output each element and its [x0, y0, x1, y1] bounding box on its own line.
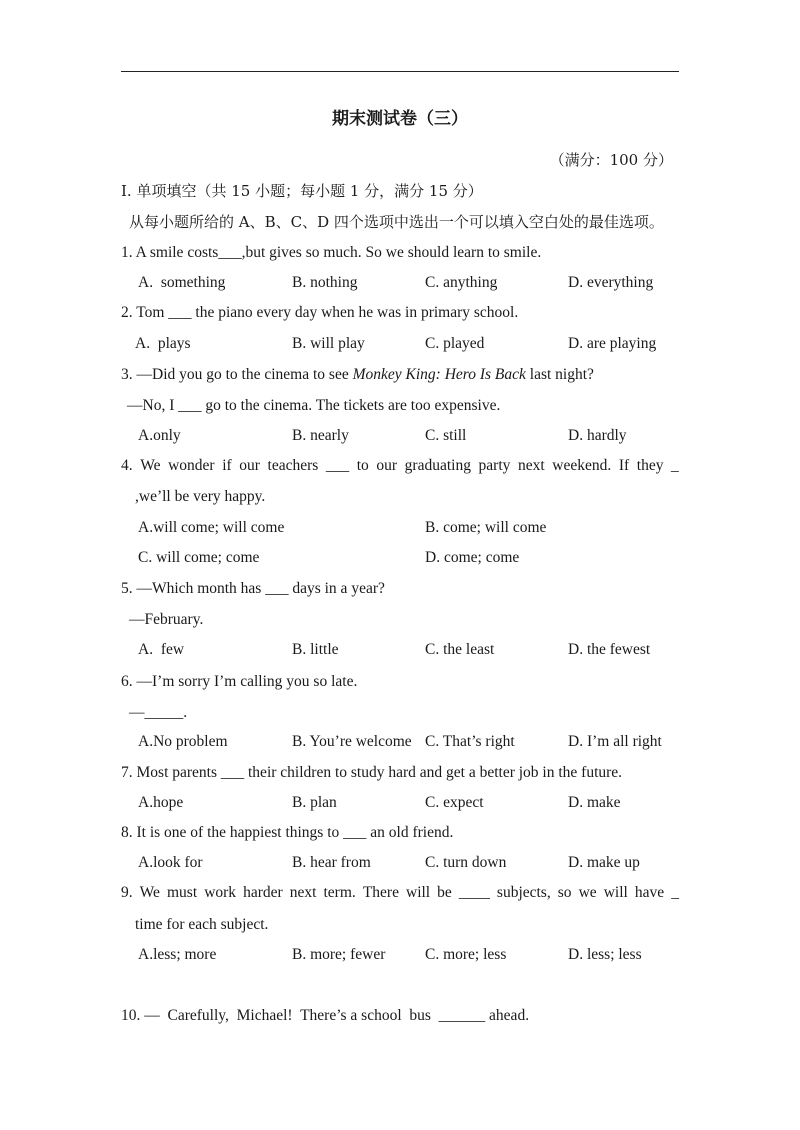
q3-option-d: D. hardly — [568, 427, 627, 444]
q9-word: we — [578, 884, 597, 901]
full-score: （满分：100 分） — [549, 151, 673, 169]
q5-reply: —February. — [129, 611, 204, 628]
q1-option-a: A. something — [138, 274, 226, 291]
q9-word: be — [437, 884, 452, 901]
q9-word: subjects, — [496, 884, 551, 901]
q5-option-b: B. little — [292, 641, 339, 658]
q4-word: our — [376, 457, 398, 474]
q3-movie-title: Monkey King: Hero Is Back — [352, 366, 526, 383]
q3-stem-pre: 3. —Did you go to the cinema to see — [121, 366, 353, 383]
section-heading: Ⅰ. 单项填空（共 15 小题；每小题 1 分，满分 15 分） — [121, 182, 483, 200]
q9-option-b: B. more; fewer — [292, 946, 386, 963]
q6-option-a: A.No problem — [138, 733, 228, 750]
q9-word: _ — [671, 884, 679, 901]
q4-word: graduating — [404, 457, 471, 474]
q1-option-b: B. nothing — [292, 274, 358, 291]
question-5-stem: 5. —Which month has ___ days in a year? — [121, 580, 385, 597]
q6-option-d: D. I’m all right — [568, 733, 662, 750]
q9-word: We — [139, 884, 160, 901]
q4-word: _ — [671, 457, 679, 474]
q3-stem-post: last night? — [525, 366, 594, 383]
question-1-stem: 1. A smile costs___,but gives so much. So we should learn to smile. — [121, 244, 542, 261]
q5-option-c: C. the least — [425, 641, 495, 658]
q9-stem-continued: time for each subject. — [135, 916, 269, 933]
q8-option-a: A.look for — [138, 854, 203, 871]
q4-option-a: A.will come; will come — [138, 519, 285, 536]
q2-option-a: A. plays — [135, 335, 191, 352]
q3-reply: —No, I ___ go to the cinema. The tickets are too expensive. — [127, 397, 501, 414]
q9-word: 9. — [121, 884, 133, 901]
q1-option-d: D. everything — [568, 274, 654, 291]
q9-option-c: C. more; less — [425, 946, 507, 963]
q3-option-a: A.only — [138, 427, 181, 444]
header-rule — [121, 71, 679, 72]
q4-word: our — [239, 457, 260, 474]
question-6-stem: 6. —I’m sorry I’m calling you so late. — [121, 673, 358, 690]
q9-option-a: A.less; more — [138, 946, 217, 963]
q3-option-c: C. still — [425, 427, 467, 444]
question-10-stem: 10. — Carefully, Michael! There’s a school bus ______ ahead. — [121, 1007, 530, 1024]
q2-option-d: D. are playing — [568, 335, 657, 352]
question-3-stem — [121, 365, 594, 385]
q9-word: harder — [243, 884, 283, 901]
question-8-stem: 8. It is one of the happiest things to ___ an old friend. — [121, 824, 454, 841]
q4-word: if — [222, 457, 232, 474]
q4-word: to — [356, 457, 369, 474]
q2-option-b: B. will play — [292, 335, 365, 352]
q8-option-c: C. turn down — [425, 854, 507, 871]
q8-option-d: D. make up — [568, 854, 640, 871]
q4-word: next — [518, 457, 545, 474]
q4-word: 4. — [121, 457, 133, 474]
q7-option-d: D. make — [568, 794, 621, 811]
q9-option-d: D. less; less — [568, 946, 642, 963]
q4-word: wonder — [168, 457, 215, 474]
q9-word: ____ — [458, 884, 490, 901]
q4-word: they — [636, 457, 664, 474]
q8-option-b: B. hear from — [292, 854, 371, 871]
q2-option-c: C. played — [425, 335, 485, 352]
q4-word: weekend. — [552, 457, 612, 474]
page-title: 期末测试卷（三） — [332, 109, 468, 129]
q5-option-a: A. few — [138, 641, 185, 658]
q7-option-b: B. plan — [292, 794, 337, 811]
q4-option-c: C. will come; come — [138, 549, 260, 566]
q9-word: next — [289, 884, 317, 901]
question-2-stem: 2. Tom ___ the piano every day when he was in primary school. — [121, 304, 519, 321]
question-7-stem: 7. Most parents ___ their children to study hard and get a better job in the future. — [121, 764, 623, 781]
q6-option-c: C. That’s right — [425, 733, 515, 750]
q4-word: If — [618, 457, 630, 474]
q9-word: will — [603, 884, 628, 901]
q4-word: We — [140, 457, 161, 474]
q9-word: have — [634, 884, 665, 901]
q7-option-a: A.hope — [138, 794, 184, 811]
q4-word: party — [478, 457, 511, 474]
q9-word: term. — [323, 884, 356, 901]
q9-word: work — [204, 884, 237, 901]
q4-word: ___ — [325, 457, 350, 474]
q4-stem-continued: ,we’ll be very happy. — [135, 488, 266, 505]
q4-option-b: B. come; will come — [425, 519, 547, 536]
q9-word: must — [167, 884, 198, 901]
question-9-stem — [121, 883, 679, 903]
q6-option-b: B. You’re welcome — [292, 733, 412, 750]
q4-word: teachers — [267, 457, 319, 474]
q9-word: will — [406, 884, 431, 901]
q6-reply: —_____. — [129, 704, 188, 721]
q7-option-c: C. expect — [425, 794, 484, 811]
section-instruction: 从每小题所给的 A、B、C、D 四个选项中选出一个可以填入空白处的最佳选项。 — [129, 213, 664, 231]
q9-word: so — [557, 884, 572, 901]
q3-option-b: B. nearly — [292, 427, 349, 444]
q4-option-d: D. come; come — [425, 549, 520, 566]
q9-word: There — [362, 884, 399, 901]
q5-option-d: D. the fewest — [568, 641, 651, 658]
q1-option-c: C. anything — [425, 274, 498, 291]
question-4-stem — [121, 456, 679, 476]
